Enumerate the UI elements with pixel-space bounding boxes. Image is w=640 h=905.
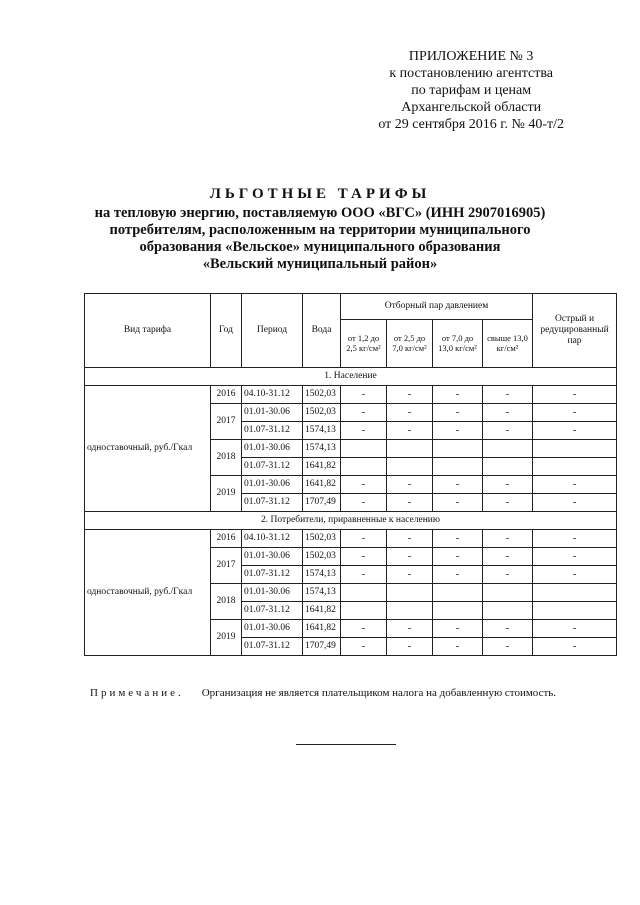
appendix-line: к постановлению агентства xyxy=(389,66,553,81)
steam-cell: - xyxy=(433,386,483,404)
steam-cell xyxy=(433,458,483,476)
steam-cell: - xyxy=(433,422,483,440)
title-main: ЛЬГОТНЫЕ ТАРИФЫ xyxy=(209,186,431,202)
header-year: Год xyxy=(211,294,242,368)
steam-cell xyxy=(483,458,533,476)
steam-cell: - xyxy=(387,494,433,512)
header-pressure-3: от 7,0 до 13,0 кг/см² xyxy=(433,320,483,368)
steam-cell xyxy=(483,584,533,602)
water-cell: 1502,03 xyxy=(303,530,341,548)
period-cell: 01.07-31.12 xyxy=(242,602,303,620)
steam-cell: - xyxy=(433,620,483,638)
year-cell: 2016 xyxy=(211,530,242,548)
header-pressure-4: свыше 13,0 кг/см² xyxy=(483,320,533,368)
water-cell: 1707,49 xyxy=(303,638,341,656)
steam-cell: - xyxy=(387,422,433,440)
steam-cell: - xyxy=(341,620,387,638)
steam-cell xyxy=(341,458,387,476)
water-cell: 1574,13 xyxy=(303,440,341,458)
steam-cell: - xyxy=(433,566,483,584)
steam-cell xyxy=(433,440,483,458)
tariff-table xyxy=(84,293,617,656)
steam-cell xyxy=(387,602,433,620)
steam-cell xyxy=(483,602,533,620)
header-period: Период xyxy=(242,294,303,368)
footnote-text: Организация не является плательщиком налога на добавленную стоимость. xyxy=(201,687,557,699)
steam-cell: - xyxy=(483,476,533,494)
steam-cell: - xyxy=(483,530,533,548)
steam-cell: - xyxy=(433,476,483,494)
steam-cell: - xyxy=(387,638,433,656)
steam-cell: - xyxy=(533,476,617,494)
water-cell: 1641,82 xyxy=(303,620,341,638)
header-acute-steam: Острый и редуцированный пар xyxy=(533,294,617,368)
section-title: 2. Потребители, приравненные к населению xyxy=(85,512,617,530)
period-cell: 01.01-30.06 xyxy=(242,620,303,638)
year-cell: 2017 xyxy=(211,548,242,584)
steam-cell xyxy=(433,602,483,620)
steam-cell: - xyxy=(341,566,387,584)
appendix-line: по тарифам и ценам xyxy=(411,83,532,98)
year-cell: 2016 xyxy=(211,386,242,404)
steam-cell xyxy=(533,584,617,602)
period-cell: 01.01-30.06 xyxy=(242,548,303,566)
steam-cell xyxy=(433,584,483,602)
section-title: 1. Население xyxy=(85,368,617,386)
steam-cell: - xyxy=(387,386,433,404)
period-cell: 01.01-30.06 xyxy=(242,476,303,494)
year-cell: 2018 xyxy=(211,584,242,620)
water-cell: 1707,49 xyxy=(303,494,341,512)
steam-cell: - xyxy=(533,422,617,440)
title-line: «Вельский муниципальный район» xyxy=(202,256,438,272)
steam-cell: - xyxy=(341,422,387,440)
steam-cell: - xyxy=(341,386,387,404)
steam-cell: - xyxy=(433,548,483,566)
steam-cell xyxy=(387,458,433,476)
steam-cell: - xyxy=(341,638,387,656)
water-cell: 1502,03 xyxy=(303,404,341,422)
period-cell: 04.10-31.12 xyxy=(242,386,303,404)
header-pressure-1: от 1,2 до 2,5 кг/см² xyxy=(341,320,387,368)
steam-cell xyxy=(341,440,387,458)
steam-cell: - xyxy=(483,404,533,422)
steam-cell: - xyxy=(483,386,533,404)
steam-cell: - xyxy=(387,476,433,494)
steam-cell: - xyxy=(483,620,533,638)
steam-cell: - xyxy=(533,494,617,512)
steam-cell xyxy=(341,584,387,602)
steam-cell: - xyxy=(533,620,617,638)
header-steam-group: Отборный пар давлением xyxy=(341,294,533,320)
year-cell: 2018 xyxy=(211,440,242,476)
period-cell: 01.01-30.06 xyxy=(242,404,303,422)
steam-cell: - xyxy=(483,422,533,440)
appendix-line: Архангельской области xyxy=(401,100,542,115)
steam-cell xyxy=(483,440,533,458)
title-line: потребителям, расположенным на территории муниципального xyxy=(109,222,531,238)
year-cell: 2019 xyxy=(211,620,242,656)
footnote xyxy=(90,687,556,699)
period-cell: 01.07-31.12 xyxy=(242,422,303,440)
steam-cell: - xyxy=(341,476,387,494)
steam-cell: - xyxy=(387,566,433,584)
steam-cell: - xyxy=(341,530,387,548)
steam-cell: - xyxy=(533,548,617,566)
period-cell: 01.01-30.06 xyxy=(242,584,303,602)
table-row xyxy=(85,530,617,548)
signature-line xyxy=(296,744,396,745)
water-cell: 1502,03 xyxy=(303,548,341,566)
steam-cell: - xyxy=(433,638,483,656)
water-cell: 1574,13 xyxy=(303,566,341,584)
steam-cell: - xyxy=(387,404,433,422)
steam-cell: - xyxy=(533,638,617,656)
appendix-line: ПРИЛОЖЕНИЕ № 3 xyxy=(408,49,534,64)
tariff-type-cell: одноставочный, руб./Гкал xyxy=(85,386,211,512)
period-cell: 04.10-31.12 xyxy=(242,530,303,548)
steam-cell: - xyxy=(341,548,387,566)
period-cell: 01.07-31.12 xyxy=(242,638,303,656)
document-title xyxy=(60,186,580,273)
water-cell: 1574,13 xyxy=(303,584,341,602)
section-row xyxy=(85,368,617,386)
steam-cell: - xyxy=(341,404,387,422)
steam-cell: - xyxy=(341,494,387,512)
table-row xyxy=(85,386,617,404)
water-cell: 1641,82 xyxy=(303,476,341,494)
period-cell: 01.07-31.12 xyxy=(242,566,303,584)
year-cell: 2019 xyxy=(211,476,242,512)
header-water: Вода xyxy=(303,294,341,368)
steam-cell xyxy=(533,440,617,458)
steam-cell: - xyxy=(533,530,617,548)
steam-cell xyxy=(387,440,433,458)
steam-cell: - xyxy=(387,620,433,638)
section-row xyxy=(85,512,617,530)
table-header-row xyxy=(85,294,617,320)
title-line: образования «Вельское» муниципального образования xyxy=(139,239,501,255)
steam-cell: - xyxy=(433,530,483,548)
steam-cell: - xyxy=(483,548,533,566)
title-line: на тепловую энергию, поставляемую ООО «ВГС» (ИНН 2907016905) xyxy=(94,205,546,221)
steam-cell xyxy=(533,602,617,620)
footnote-label: Примечание. xyxy=(90,687,184,699)
header-pressure-2: от 2,5 до 7,0 кг/см² xyxy=(387,320,433,368)
steam-cell: - xyxy=(483,566,533,584)
water-cell: 1641,82 xyxy=(303,458,341,476)
steam-cell: - xyxy=(533,404,617,422)
header-tariff-type: Вид тарифа xyxy=(85,294,211,368)
steam-cell: - xyxy=(483,494,533,512)
steam-cell: - xyxy=(483,638,533,656)
steam-cell xyxy=(341,602,387,620)
appendix-header xyxy=(378,48,564,133)
steam-cell: - xyxy=(533,566,617,584)
steam-cell: - xyxy=(433,494,483,512)
steam-cell xyxy=(533,458,617,476)
appendix-line: от 29 сентября 2016 г. № 40-т/2 xyxy=(378,117,564,132)
steam-cell xyxy=(387,584,433,602)
tariff-type-cell: одноставочный, руб./Гкал xyxy=(85,530,211,656)
steam-cell: - xyxy=(387,548,433,566)
period-cell: 01.07-31.12 xyxy=(242,494,303,512)
water-cell: 1574,13 xyxy=(303,422,341,440)
steam-cell: - xyxy=(533,386,617,404)
water-cell: 1641,82 xyxy=(303,602,341,620)
period-cell: 01.01-30.06 xyxy=(242,440,303,458)
period-cell: 01.07-31.12 xyxy=(242,458,303,476)
year-cell: 2017 xyxy=(211,404,242,440)
steam-cell: - xyxy=(387,530,433,548)
water-cell: 1502,03 xyxy=(303,386,341,404)
steam-cell: - xyxy=(433,404,483,422)
